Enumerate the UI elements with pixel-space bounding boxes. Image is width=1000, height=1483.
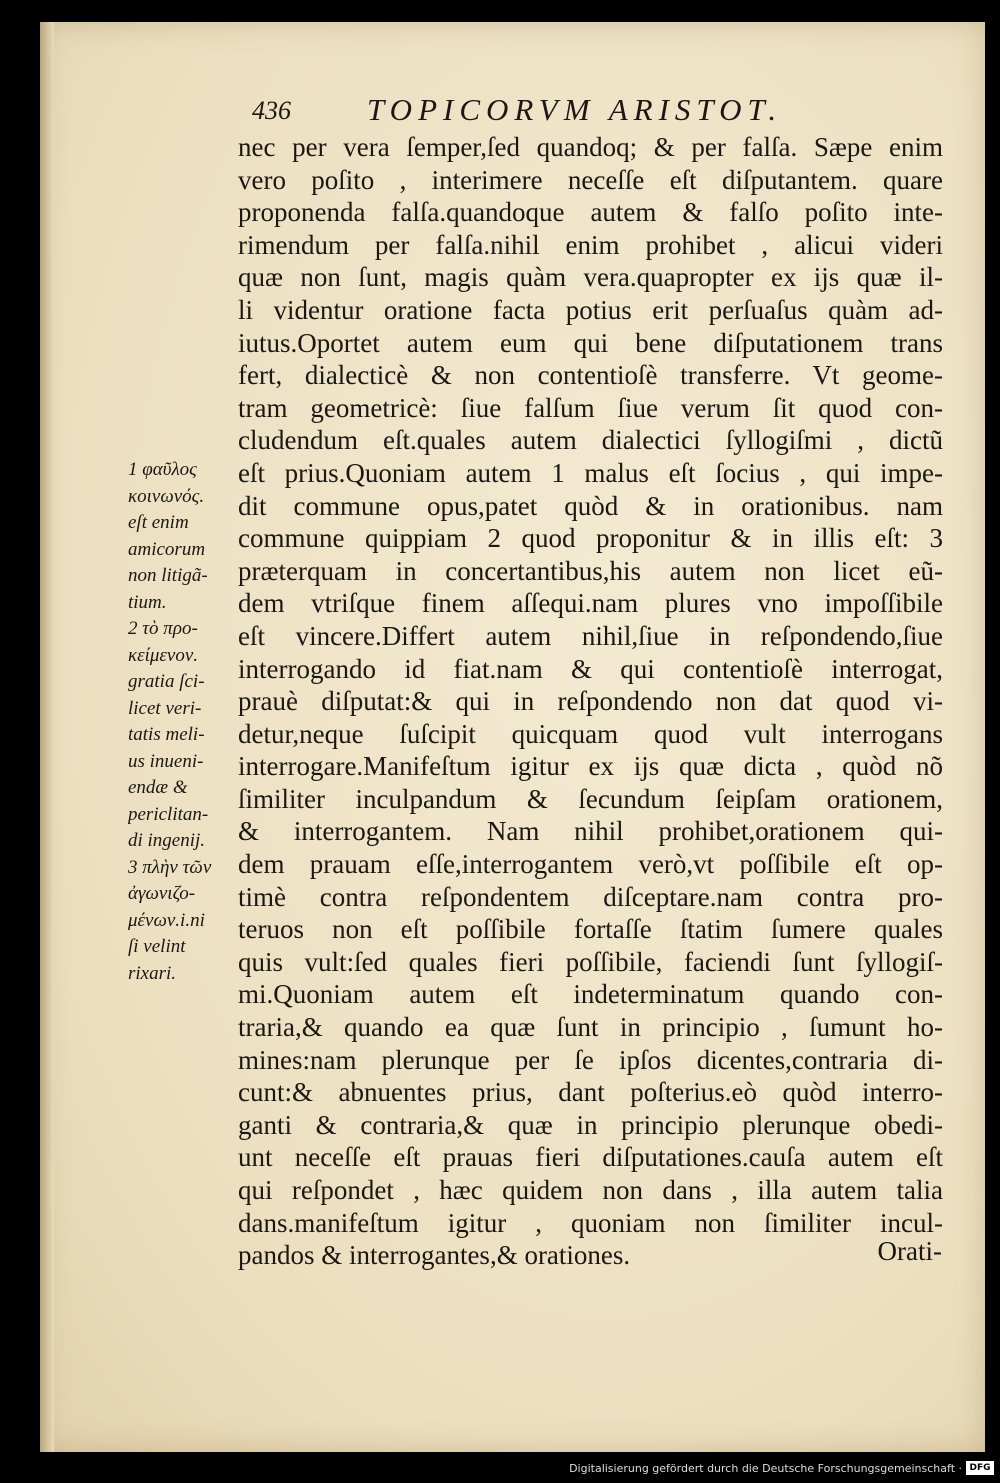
text-line: quis vult:ſed quales fieri poſſibile, faciendi ſunt ſyllogiſ- (238, 946, 943, 977)
margin-note-line: 1 φαῦλος (128, 459, 197, 480)
text-line: quæ non ſunt, magis quàm vera.quapropter ex ijs quæ il- (238, 262, 943, 293)
main-text-block (238, 131, 943, 1272)
funding-credit: Digitalisierung gefördert durch die Deutsche Forschungsgemeinschaft · (569, 1462, 962, 1475)
catchword: Orati- (877, 1236, 942, 1266)
text-line: dit commune opus,patet quòd & in orationibus. nam (238, 490, 943, 521)
text-line: ganti & contraria,& quæ in principio plerunque obedi- (238, 1109, 943, 1140)
margin-note-line: tatis meli- (128, 724, 205, 745)
text-line: dem vtriſque finem aſſequi.nam plures vno impoſſibile (238, 588, 943, 619)
text-line: prauè diſputat:& qui in reſpondendo non dat quod vi- (238, 686, 943, 717)
text-line: mi.Quoniam autem eſt indeterminatum quando con- (238, 979, 943, 1010)
margin-note-line: di ingenij. (128, 830, 206, 851)
margin-note-line: us inueni- (128, 750, 204, 772)
text-line: timè contra reſpondentem diſceptare.nam contra pro- (238, 881, 943, 912)
text-line: pandos & interrogantes,& orationes. (238, 1240, 631, 1271)
margin-note-line: μένων.i.ni (128, 909, 205, 931)
margin-note-line: ἀγωνιζο- (128, 883, 196, 904)
text-line: præterquam in concertantibus,his autem non licet eũ- (238, 555, 943, 586)
margin-note-line: tium. (128, 591, 167, 613)
margin-note-line: κοινωνός. (128, 485, 205, 507)
text-line: & interrogantem. Nam nihil prohibet,orationem qui- (238, 816, 943, 847)
text-line: nec per vera ſemper,ſed quandoq; & per falſa. Sæpe enim (238, 132, 943, 162)
margin-note-line: rixari. (128, 962, 177, 984)
text-line: dans.manifeſtum igitur , quoniam non ſimiliter incul- (238, 1207, 943, 1238)
text-line: traria,& quando ea quæ ſunt in principio , ſumunt ho- (238, 1012, 943, 1043)
margin-note-line: periclitan- (128, 803, 209, 825)
margin-note-line: endæ & (128, 777, 188, 798)
text-line: proponenda falſa.quandoque autem & falſo poſito inte- (238, 197, 943, 228)
page-gutter (40, 22, 54, 1452)
text-line: interrogare.Manifeſtum igitur ex ijs quæ dicta , quòd nõ (238, 751, 943, 782)
text-line: tram geometricè: ſiue falſum ſiue verum ſit quod con- (238, 392, 943, 423)
text-line: interrogando id fiat.nam & qui contentioſè interrogat, (238, 653, 943, 684)
running-title: TOPICORVM ARISTOT. (367, 92, 783, 127)
text-line: fert, dialecticè & non contentioſè transferre. Vt geome- (238, 360, 943, 391)
text-line: cunt:& abnuentes prius, dant poſterius.eò quòd interro- (238, 1077, 943, 1108)
text-line: unt neceſſe eſt prauas fieri diſputationes.cauſa autem eſt (238, 1142, 943, 1173)
text-line: detur,neque ſuſcipit quicquam quod vult interrogans (238, 718, 943, 749)
text-line: eſt vincere.Differt autem nihil,ſiue in reſpondendo,ſiue (238, 620, 943, 651)
text-line: rimendum per falſa.nihil enim prohibet , alicui videri (238, 229, 943, 260)
text-line: teruos non eſt poſſibile fortaſſe ſtatim ſumere quales (238, 914, 943, 945)
margin-note-line: 3 πλὴν τῶν (128, 856, 212, 878)
footer-bar (0, 1456, 1000, 1483)
margin-note-line: non litigã- (128, 565, 208, 586)
text-line: iutus.Oportet autem eum qui bene diſputationem trans (238, 327, 943, 358)
dfg-logo: DFG (966, 1461, 994, 1475)
page-header (252, 92, 952, 132)
margin-note-line: licet veri- (128, 697, 202, 719)
margin-note-line: κείμενον. (128, 644, 199, 666)
margin-note-line: ſi velint (128, 936, 186, 957)
text-line: commune quippiam 2 quod proponitur & in illis eſt: 3 (238, 523, 943, 554)
text-line: li videntur oratione facta potius erit perſuaſus quàm ad- (238, 294, 943, 325)
text-line: mines:nam plerunque per ſe ipſos dicentes,contraria di- (238, 1044, 943, 1075)
text-line: qui reſpondet , hæc quidem non dans , illa autem talia (238, 1175, 943, 1205)
margin-note-line: amicorum (128, 538, 206, 560)
margin-note-line: eſt enim (128, 512, 189, 533)
text-line: vero poſito , interimere neceſſe eſt diſputantem. quare (238, 164, 943, 195)
marginal-notes (128, 457, 238, 987)
margin-note-line: gratia ſci- (128, 671, 205, 692)
margin-note-line: 2 τὸ προ- (128, 618, 198, 639)
text-line: cludendum eſt.quales autem dialectici ſyllogiſmi , dictũ (238, 425, 943, 456)
page-number: 436 (252, 96, 291, 125)
text-line: dem prauam eſſe,interrogantem verò,vt poſſibile eſt op- (238, 849, 943, 880)
text-line: eſt prius.Quoniam autem 1 malus eſt ſocius , qui impe- (238, 457, 943, 488)
text-line: ſimiliter inculpandum & ſecundum ſeipſam orationem, (238, 783, 943, 814)
